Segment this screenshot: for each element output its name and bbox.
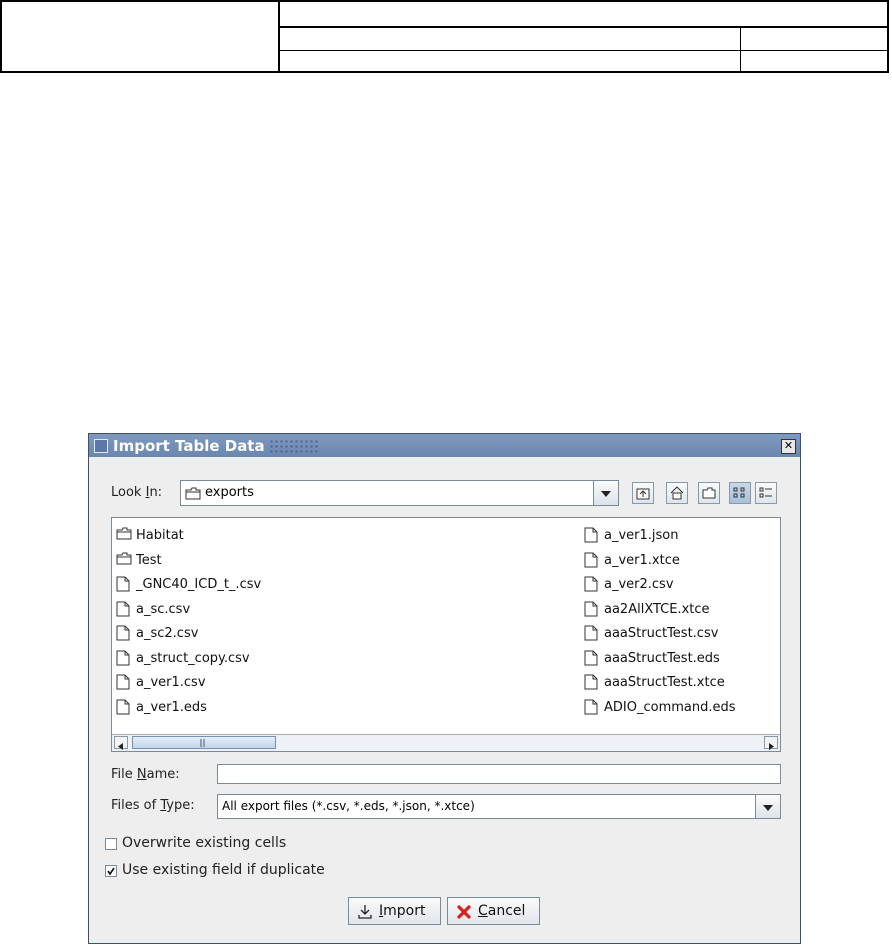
cancel-label: ancel [487,903,526,919]
file-item-name: aaaStructTest.xtce [604,675,725,690]
home-button[interactable] [666,482,688,504]
file-item-name: ADIO_command.eds [604,699,736,715]
files-of-type-label: Files of Type: [111,798,195,813]
folder-icon [185,487,201,500]
close-icon[interactable]: ✕ [781,439,796,454]
horizontal-scrollbar[interactable] [112,734,780,751]
look-in-value: exports [205,485,254,500]
file-icon [116,650,130,666]
file-item-name: a_ver1.json [604,528,679,543]
chevron-down-icon[interactable] [755,795,780,818]
file-item-name: aaaStructTest.eds [604,650,720,666]
arrow-left-icon [115,741,127,752]
file-name-label: File Name: [111,767,180,782]
overwrite-label[interactable]: Overwrite existing cells [122,835,287,851]
cancel-button[interactable] [447,897,540,925]
scrollbar-thumb[interactable] [132,736,276,749]
file-icon [116,674,130,690]
import-icon [357,904,373,920]
file-item-name: a_struct_copy.csv [136,650,250,666]
folder-icon [116,527,132,541]
table-divider [278,26,887,28]
import-label: mport [383,903,426,919]
file-item-name: a_ver1.csv [136,675,206,690]
file-item-name: a_ver1.xtce [604,552,680,568]
file-icon [584,699,598,715]
checkmark-icon [106,866,116,876]
file-icon [584,625,598,641]
use-existing-checkbox[interactable] [105,865,117,877]
header-table [0,0,889,73]
files-of-type-value: All export files (*.csv, *.eds, *.json, *.xtce) [222,799,475,813]
file-icon [116,576,130,592]
up-folder-button[interactable] [632,482,654,504]
file-icon [584,552,598,568]
file-item-name: a_sc2.csv [136,626,199,641]
details-view-icon [759,486,773,500]
table-divider [740,26,741,71]
files-of-type-combo[interactable] [217,794,781,819]
grip-icon [199,739,207,747]
new-folder-icon [702,486,716,500]
import-button[interactable] [348,897,441,925]
window-icon [94,439,108,453]
home-icon [670,486,684,500]
look-in-label: Look In: [111,485,163,500]
file-icon [584,650,598,666]
up-folder-icon [636,486,650,500]
file-list[interactable] [111,517,781,752]
list-view-icon [733,486,747,500]
new-folder-button[interactable] [698,482,720,504]
overwrite-checkbox[interactable] [105,838,117,850]
folder-icon [116,552,132,566]
file-icon [584,601,598,617]
file-item-name: _GNC40_ICD_t_.csv [136,577,262,592]
dialog-title: Import Table Data [113,437,265,455]
file-icon [116,625,130,641]
file-item-name: a_ver2.csv [604,577,674,592]
titlebar-grip-decoration [269,439,319,455]
cancel-x-icon [456,904,472,920]
file-icon [116,601,130,617]
file-item-name: a_ver1.eds [136,699,207,715]
file-item-name: Habitat [136,528,184,543]
use-existing-label[interactable]: Use existing field if duplicate [122,862,325,878]
scroll-right-button[interactable] [764,736,778,749]
scroll-left-button[interactable] [114,736,128,749]
file-icon [584,674,598,690]
look-in-combo[interactable] [180,480,619,506]
file-item-name: Test [136,552,162,568]
chevron-down-icon[interactable] [593,481,618,505]
cancel-label-mnemonic: C [478,903,488,919]
table-divider [278,2,280,71]
table-divider [278,50,887,51]
file-item-name: aaaStructTest.csv [604,626,719,641]
list-view-toggle[interactable] [729,482,751,504]
file-item-name: a_sc.csv [136,601,191,617]
file-icon [584,576,598,592]
file-icon [584,527,598,543]
arrow-right-icon [765,741,777,752]
details-view-toggle[interactable] [755,482,777,504]
file-item-name: aa2AllXTCE.xtce [604,601,710,617]
file-icon [116,699,130,715]
import-label-mnemonic: I [379,903,384,919]
file-name-input[interactable] [217,764,781,784]
dialog-titlebar[interactable] [89,434,800,457]
import-table-data-dialog [88,433,801,944]
